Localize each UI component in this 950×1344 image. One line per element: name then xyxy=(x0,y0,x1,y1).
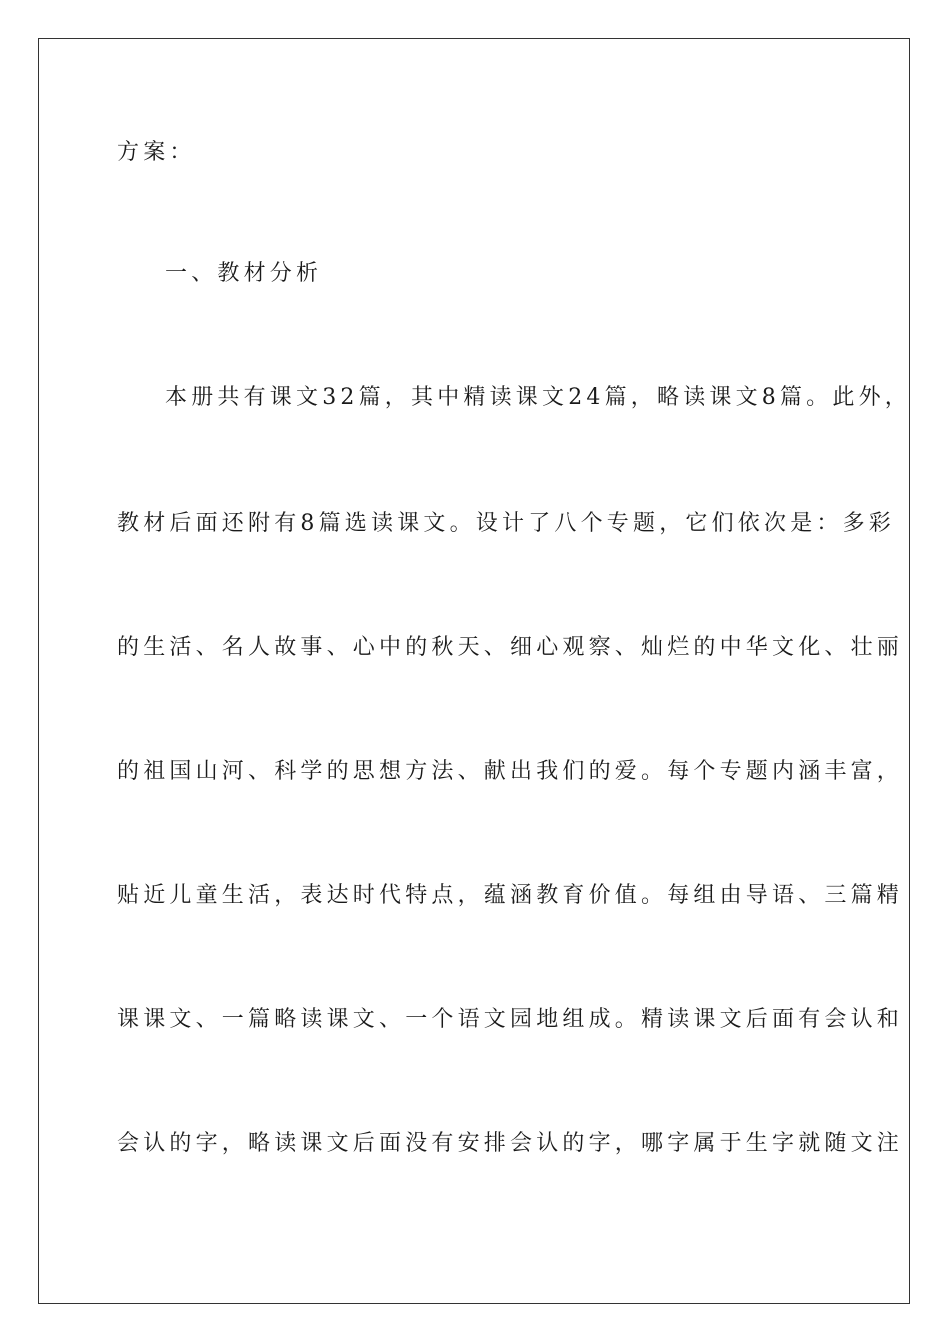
paragraph-line: 课课文、一篇略读课文、一个语文园地组成。精读课文后面有会认和 xyxy=(117,1007,904,1032)
document-heading: 方案： xyxy=(117,140,196,165)
paragraph-line: 的祖国山河、科学的思想方法、献出我们的爱。每个专题内涵丰富， xyxy=(117,759,904,784)
paragraph-line: 会认的字，略读课文后面没有安排会认的字，哪字属于生字就随文注 xyxy=(117,1131,904,1156)
paragraph-line: 的生活、名人故事、心中的秋天、细心观察、灿烂的中华文化、壮丽 xyxy=(117,635,904,660)
paragraph-line: 本册共有课文32篇，其中精读课文24篇，略读课文8篇。此外， xyxy=(165,385,911,410)
paragraph-line: 教材后面还附有8篇选读课文。设计了八个专题，它们依次是：多彩 xyxy=(117,511,895,536)
section-title: 一、教材分析 xyxy=(165,261,323,286)
paragraph-line: 贴近儿童生活，表达时代特点，蕴涵教育价值。每组由导语、三篇精 xyxy=(117,883,904,908)
page-border xyxy=(38,38,910,1304)
